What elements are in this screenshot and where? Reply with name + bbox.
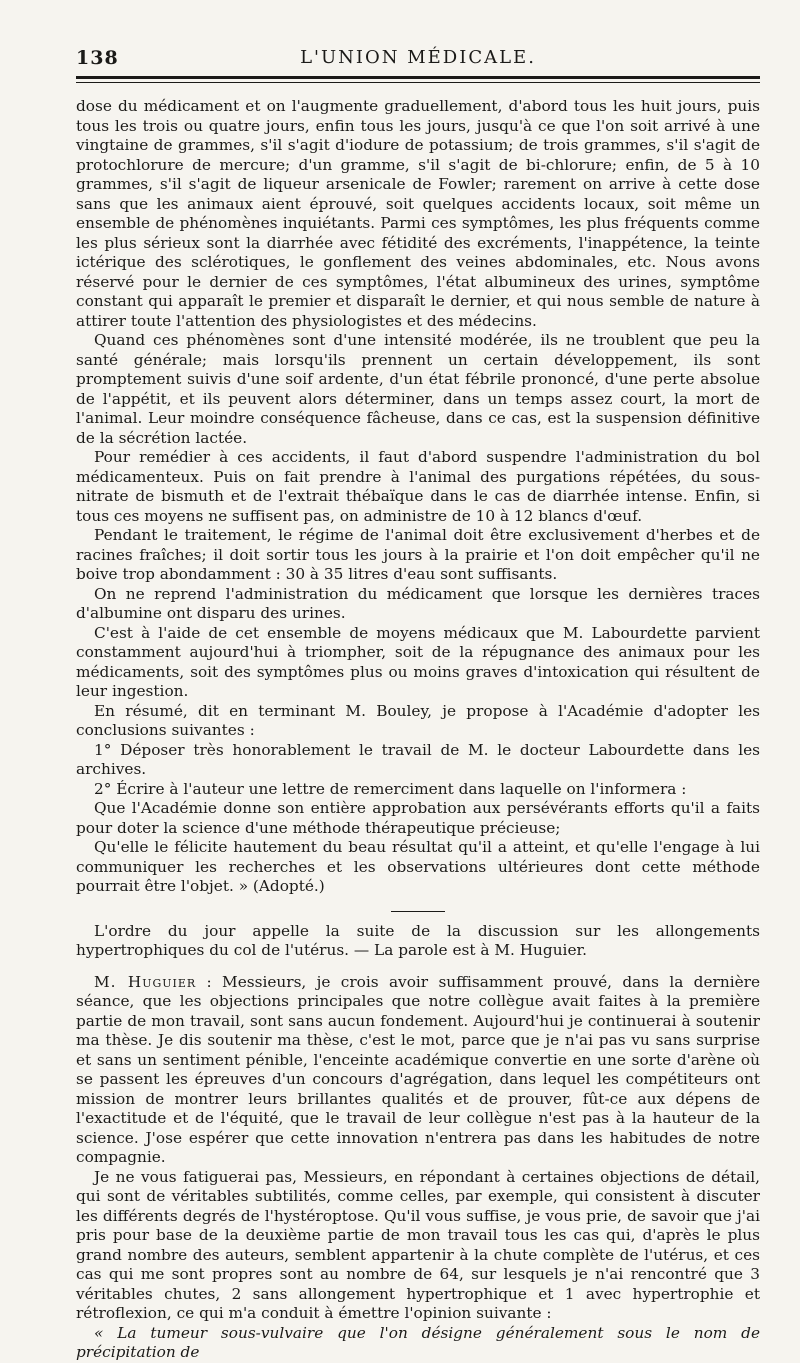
speech-paragraph (76, 973, 760, 1168)
paragraph: C'est à l'aide de cet ensemble de moyens médicaux que M. Labourdette parvient constamment aujourd'hui à triompher, soit de la répugnance des animaux pour les médicaments, soit des symptômes plus ou moins graves d'intoxication qui résultent de leur ingestion. (76, 623, 760, 700)
paragraph: En résumé, dit en terminant M. Bouley, je propose à l'Académie d'adopter les conclusions suivantes : (76, 701, 760, 739)
header-rule (76, 76, 760, 79)
conclusion-item: 1° Déposer très honorablement le travail de M. le docteur Labourdette dans les archives. (76, 740, 760, 778)
header-rule-thin (76, 82, 760, 83)
paragraph: On ne reprend l'administration du médicament que lorsque les dernières traces d'albumine ont disparu des urines. (76, 584, 760, 622)
article-body (76, 97, 760, 1363)
conclusion-item: 2° Écrire à l'auteur une lettre de remerciment dans laquelle on l'informera : (94, 779, 687, 798)
paragraph: dose du médicament et on l'augmente graduellement, d'abord tous les huit jours, puis tous les trois ou quatre jours, enfin tous les jours, jusqu'à ce que l'on soit arrivé à une vingtaine de grammes, s'il s'agit d'iodure de potassium; de trois grammes, s'il s'agit de protochlorure de mercure; d'un gramme, s'il s'agit de bi-chlorure; enfin, de 5 à 10 grammes, s'il s'agit de liqueur arsenicale de Fowler; rarement on arrive à cette dose sans que les animaux aient éprouvé, soit quelques accidents locaux, soit même un ensemble de phénomènes inquiétants. Parmi ces symptômes, les plus fréquents comme les plus sérieux sont la diarrhée avec fétidité des excréments, l'inappétence, la teinte ictérique des sclérotiques, le gonflement des veines abdominales, etc. Nous avons réservé pour le dernier de ces symptômes, l'état albumineux des urines, symptôme constant qui apparaît le premier et disparaît le dernier, et qui nous semble de nature à attirer toute l'attention des physiologistes et des médecins. (76, 97, 760, 330)
paragraph: Pendant le traitement, le régime de l'animal doit être exclusivement d'herbes et de racines fraîches; il doit sortir tous les jours à la prairie et l'on doit empêcher qu'il ne boive trop abondamment : 30 à 35 litres d'eau sont suffisants. (76, 526, 760, 583)
running-title: L'UNION MÉDICALE. (300, 47, 536, 68)
speech-text: : Messieurs, je crois avoir suffisamment prouvé, dans la dernière séance, que les objections principales que notre collègue avait faites à la première partie de mon travail, sont sans aucun fondement. Aujourd'hui je continuerai à soutenir ma thèse. Je dis soutenir ma thèse, c'est le mot, parce que je n'ai pas vu sans surprise et sans un sentiment pénible, l'enceinte académique convertie en une sorte d'arène où se passent les épreuves d'un concours d'agrégation, dans lequel les compétiteurs ont mission de montrer leurs brillantes qualités et de prouver, fût-ce aux dépens de l'exactitude et de l'équité, que le travail de leur collègue n'est pas à la hauteur de la science. J'ose espérer que cette innovation n'entrera pas dans les habitudes de notre compagnie. (76, 972, 760, 1166)
paragraph: Que l'Académie donne son entière approbation aux persévérants efforts qu'il a faits pour doter la science d'une méthode thérapeutique précieuse; (76, 799, 760, 837)
page-header (76, 47, 760, 73)
paragraph: Quand ces phénomènes sont d'une intensité modérée, ils ne troublent que peu la santé générale; mais lorsqu'ils prennent un certain développement, ils sont promptement suivis d'une soif ardente, d'un état fébrile prononcé, d'une perte absolue de l'appétit, et ils peuvent alors déterminer, dans un temps assez court, la mort de l'animal. Leur moindre conséquence fâcheuse, dans ce cas, est la suspension définitive de la sécrétion lactée. (76, 331, 760, 447)
section-separator (391, 911, 445, 912)
speaker-name: M. Huguier (94, 972, 197, 991)
quotation: « La tumeur sous-vulvaire que l'on désigne généralement sous le nom de précipitation de (76, 1323, 760, 1361)
page-number: 138 (76, 47, 119, 69)
paragraph: L'ordre du jour appelle la suite de la discussion sur les allongements hypertrophiques du col de l'utérus. — La parole est à M. Huguier. (76, 921, 760, 959)
paragraph: Pour remédier à ces accidents, il faut d'abord suspendre l'administration du bol médicamenteux. Puis on fait prendre à l'animal des purgations répétées, du sous-nitrate de bismuth et de l'extrait thébaïque dans le cas de diarrhée intense. Enfin, si tous ces moyens ne suffisent pas, on administre de 10 à 12 blancs d'œuf. (76, 448, 760, 525)
paragraph: Qu'elle le félicite hautement du beau résultat qu'il a atteint, et qu'elle l'engage à lui communiquer les recherches et les observations ultérieures dont cette méthode pourrait être l'objet. » (Adopté.) (76, 838, 760, 895)
paragraph: Je ne vous fatiguerai pas, Messieurs, en répondant à certaines objections de détail, qui sont de véritables subtilités, comme celles, par exemple, qui consistent à discuter les différents degrés de l'hystéroptose. Qu'il vous suffise, je vous prie, de savoir que j'ai pris pour base de la deuxième partie de mon travail tous les cas qui, d'après le plus grand nombre des auteurs, semblent appartenir à la chute complète de l'utérus, et ces cas qui me sont propres sont au nombre de 64, sur lesquels je n'ai rencontré que 3 véritables chutes, 2 sans allongement hypertrophique et 1 avec hypertrophie et rétroflexion, ce qui m'a conduit à émettre l'opinion suivante : (76, 1167, 760, 1322)
